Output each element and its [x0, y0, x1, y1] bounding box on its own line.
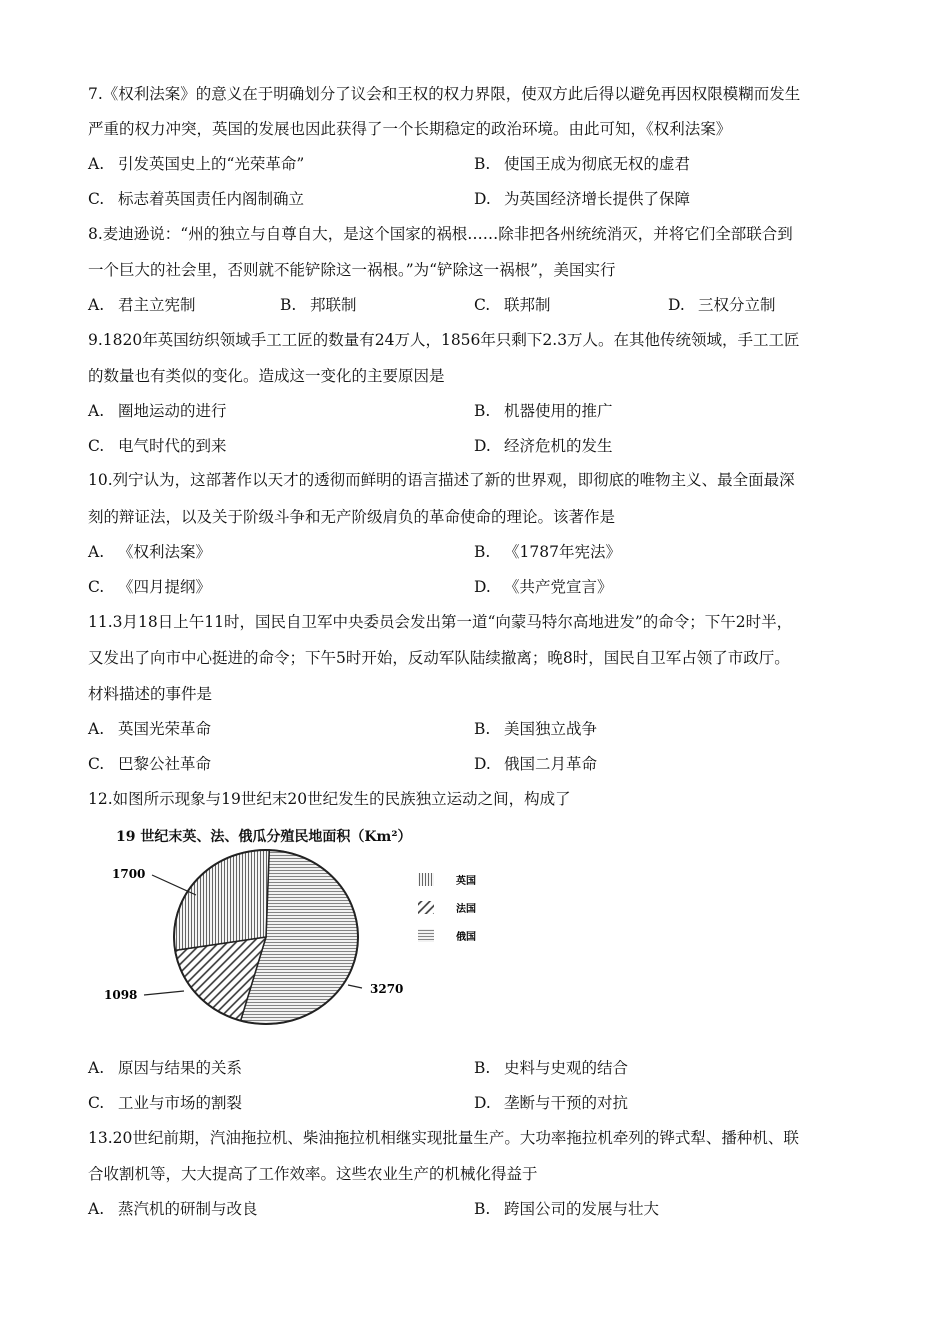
question-10-line-2: 刻的辩证法，以及关于阶级斗争和无产阶级肩负的革命使命的理论。该著作是 [88, 508, 616, 526]
q12-option-a: A. 原因与结果的关系 [88, 1059, 243, 1077]
question-7-line-2: 严重的权力冲突，英国的发展也因此获得了一个长期稳定的政治环境。由此可知，《权利法案》 [88, 120, 732, 138]
legend-label-2: 法国 [456, 904, 476, 915]
q7-option-a: A. 引发英国史上的“光荣革命” [88, 155, 305, 173]
q11-option-a: A. 英国光荣革命 [88, 720, 212, 738]
legend-swatch-3 [418, 929, 434, 942]
q11-option-b: B. 美国独立战争 [474, 720, 598, 738]
legend-label-3: 俄国 [456, 932, 476, 943]
pie-legend [418, 873, 476, 943]
q12-option-c: C. 工业与市场的割裂 [88, 1094, 243, 1112]
chart-title: 19 世纪末英、法、俄瓜分殖民地面积（Km²） [116, 829, 412, 845]
pie-value-label-3: 1700 [112, 867, 146, 881]
legend-swatch-2 [418, 901, 434, 914]
q13-option-a: A. 蒸汽机的研制与改良 [88, 1200, 258, 1218]
legend-swatch-1 [418, 873, 434, 886]
pie-slices [174, 850, 358, 1024]
question-12-line-1: 12.如图所示现象与19世纪末20世纪发生的民族独立运动之间，构成了 [88, 790, 571, 808]
question-8-line-2: 一个巨大的社会里，否则就不能铲除这一祸根。”为“铲除这一祸根”，美国实行 [88, 261, 616, 279]
q10-option-d: D. 《共产党宣言》 [474, 578, 613, 596]
question-11-line-2: 又发出了向市中心挺进的命令；下午5时开始，反动军队陆续撤离；晚8时，国民自卫军占领了市政厅。 [88, 649, 790, 667]
question-11-line-1: 11.3月18日上午11时，国民自卫军中央委员会发出第一道“向蒙马特尔高地进发”的命令；下午2时半， [88, 613, 793, 631]
pie-leader-line-3 [152, 875, 196, 895]
pie-value-label-2: 1098 [104, 988, 138, 1002]
q12-option-d: D. 垄断与干预的对抗 [474, 1094, 629, 1112]
q7-option-b: B. 使国王成为彻底无权的虚君 [474, 155, 691, 173]
q13-option-b: B. 跨国公司的发展与壮大 [474, 1200, 660, 1218]
pie-chart [100, 845, 500, 1040]
q9-option-b: B. 机器使用的推广 [474, 402, 613, 420]
question-8-line-1: 8.麦迪逊说：“州的独立与自尊自大，是这个国家的祸根……除非把各州统统消灭，并将它们全部联合到 [88, 225, 793, 243]
q10-option-a: A. 《权利法案》 [88, 543, 212, 561]
q11-option-c: C. 巴黎公社革命 [88, 755, 212, 773]
q7-option-d: D. 为英国经济增长提供了保障 [474, 190, 691, 208]
q11-option-d: D. 俄国二月革命 [474, 755, 598, 773]
pie-slice-3 [174, 850, 269, 950]
q8-option-b: B. 邦联制 [280, 296, 357, 314]
pie-value-label-1: 3270 [370, 982, 404, 996]
question-7-line-1: 7.《权利法案》的意义在于明确划分了议会和王权的权力界限，使双方此后得以避免再因权限模糊而发生 [88, 85, 801, 103]
question-9-line-2: 的数量也有类似的变化。造成这一变化的主要原因是 [88, 367, 445, 385]
pie-leader-line-1 [348, 985, 362, 988]
question-10-line-1: 10.列宁认为，这部著作以天才的透彻而鲜明的语言描述了新的世界观，即彻底的唯物主义、最全面最深 [88, 471, 795, 489]
question-9-line-1: 9.1820年英国纺织领域手工工匠的数量有24万人，1856年只剩下2.3万人。在其他传统领域，手工工匠 [88, 331, 800, 349]
question-13-line-2: 合收割机等，大大提高了工作效率。这些农业生产的机械化得益于 [88, 1165, 538, 1183]
q8-option-c: C. 联邦制 [474, 296, 551, 314]
pie-leader-line-2 [144, 991, 184, 995]
q12-option-b: B. 史料与史观的结合 [474, 1059, 629, 1077]
q9-option-d: D. 经济危机的发生 [474, 437, 613, 455]
q7-option-c: C. 标志着英国责任内阁制确立 [88, 190, 305, 208]
q8-option-d: D. 三权分立制 [668, 296, 776, 314]
q9-option-c: C. 电气时代的到来 [88, 437, 227, 455]
q9-option-a: A. 圈地运动的进行 [88, 402, 227, 420]
q8-option-a: A. 君主立宪制 [88, 296, 196, 314]
q10-option-c: C. 《四月提纲》 [88, 578, 212, 596]
question-11-line-3: 材料描述的事件是 [88, 685, 213, 703]
question-13-line-1: 13.20世纪前期，汽油拖拉机、柴油拖拉机相继实现批量生产。大功率拖拉机牵列的铧式犁、播种机、联 [88, 1129, 799, 1147]
q10-option-b: B. 《1787年宪法》 [474, 543, 621, 561]
legend-label-1: 英国 [456, 876, 476, 887]
